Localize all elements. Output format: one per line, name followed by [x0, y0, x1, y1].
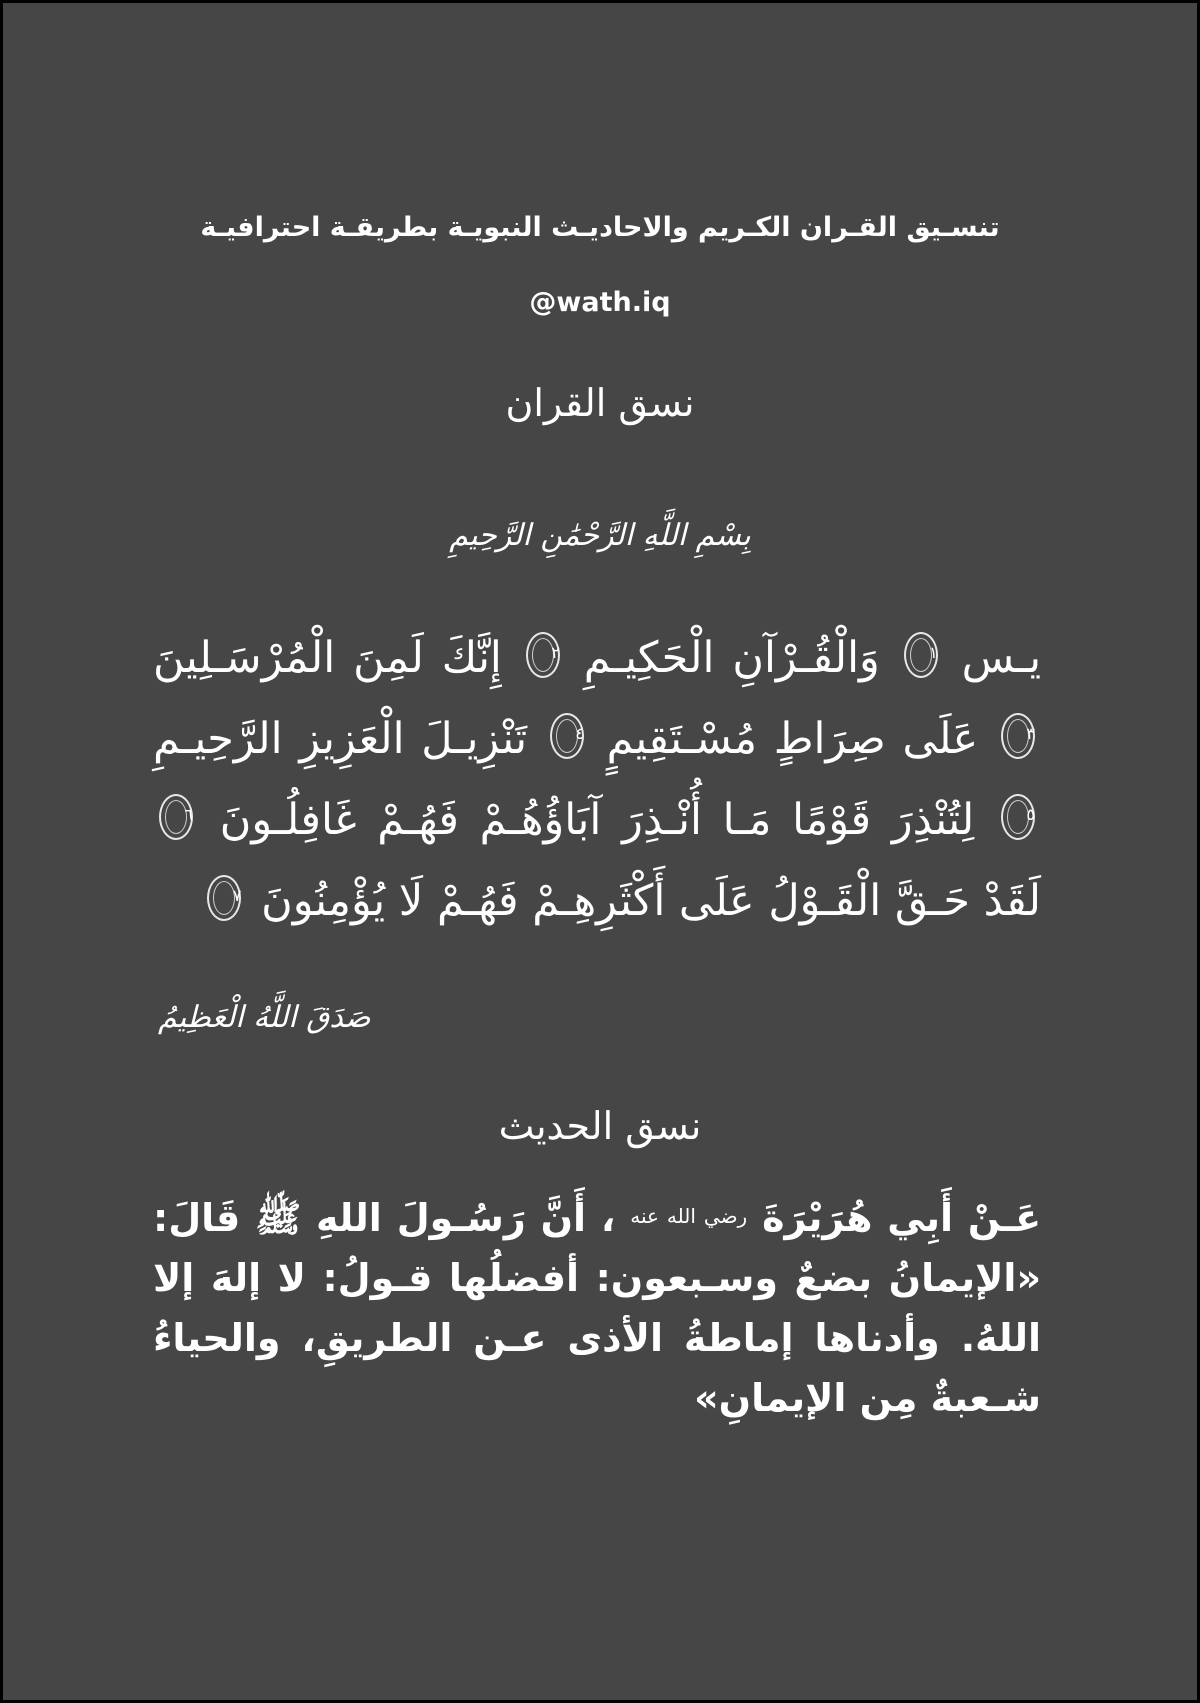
- verse-text: لَقَدْ حَـقَّ الْقَـوْلُ عَلَى أَكْثَرِهِـمْ فَهُـمْ لَا يُؤْمِنُونَ: [261, 876, 1041, 926]
- ayah-marker-icon: [1001, 794, 1035, 840]
- verse-text: تَنْزِيـلَ الْعَزِيزِ الرَّحِيـمِ: [153, 714, 528, 764]
- quran-verses: [153, 618, 1041, 942]
- ayah-number: ١: [929, 643, 938, 662]
- hadith-text: [153, 1186, 1041, 1428]
- salawat-honorific-icon: ﷺ: [255, 1196, 302, 1240]
- quran-section-title: نسق القران: [505, 381, 695, 425]
- hadith-intro: ، أَنَّ رَسُـولَ اللهِ: [315, 1196, 616, 1240]
- header-title: تنسـيق القـران الكـريم والاحاديـث النبويـة بطريقـة احترافيـة: [200, 212, 1000, 243]
- sadaqa-allah-calligraphy: صَدَقَ اللَّهُ الْعَظِيمُ: [158, 1000, 371, 1035]
- radiallahu-anhu-honorific: رضي الله عنه: [630, 1204, 748, 1228]
- account-handle: @wath.iq: [529, 287, 671, 318]
- verse-text: يـس: [961, 633, 1042, 683]
- ayah-number: ٢: [551, 643, 560, 662]
- ayah-number: ٤: [575, 724, 584, 743]
- ayah-number: ٦: [184, 805, 193, 824]
- verse-text: إِنَّكَ لَمِنَ الْمُرْسَـلِينَ: [153, 633, 502, 683]
- ayah-number: ٧: [232, 886, 242, 905]
- ayah-marker-icon: [1001, 713, 1035, 759]
- hadith-body: قَالَ: «الإيمانُ بضعٌ وسـبعون: أفضلُها قـولُ: لا إلهَ إلا اللهُ. وأدناها إماطةُ الأذى عـن الطريقِ، والحياءُ شـعبةٌ مِن الإيمانِ»: [153, 1196, 1041, 1420]
- basmala-calligraphy: بِسْمِ اللَّهِ الرَّحْمَٰنِ الرَّحِيمِ: [449, 518, 751, 553]
- hadith-narrator: عَـنْ أَبِي هُرَيْرَةَ: [762, 1196, 1042, 1240]
- verse-text: عَلَى صِرَاطٍ مُسْـتَقِيمٍ: [606, 714, 979, 764]
- ayah-marker-icon: [904, 632, 938, 678]
- ayah-marker-icon: [159, 794, 193, 840]
- page: [3, 3, 1197, 1700]
- verse-text: وَالْقُـرْآنِ الْحَكِيـمِ: [583, 633, 880, 683]
- ayah-marker-icon: [550, 713, 584, 759]
- ayah-number: ٣: [1026, 724, 1035, 743]
- ayah-marker-icon: [207, 875, 241, 921]
- verse-text: لِتُنْذِرَ قَوْمًا مَـا أُنْـذِرَ آبَاؤُهُـمْ فَهُـمْ غَافِلُـونَ: [219, 795, 975, 845]
- hadith-section-title: نسق الحديث: [498, 1104, 702, 1148]
- ayah-marker-icon: [526, 632, 560, 678]
- ayah-number: ٥: [1026, 805, 1035, 824]
